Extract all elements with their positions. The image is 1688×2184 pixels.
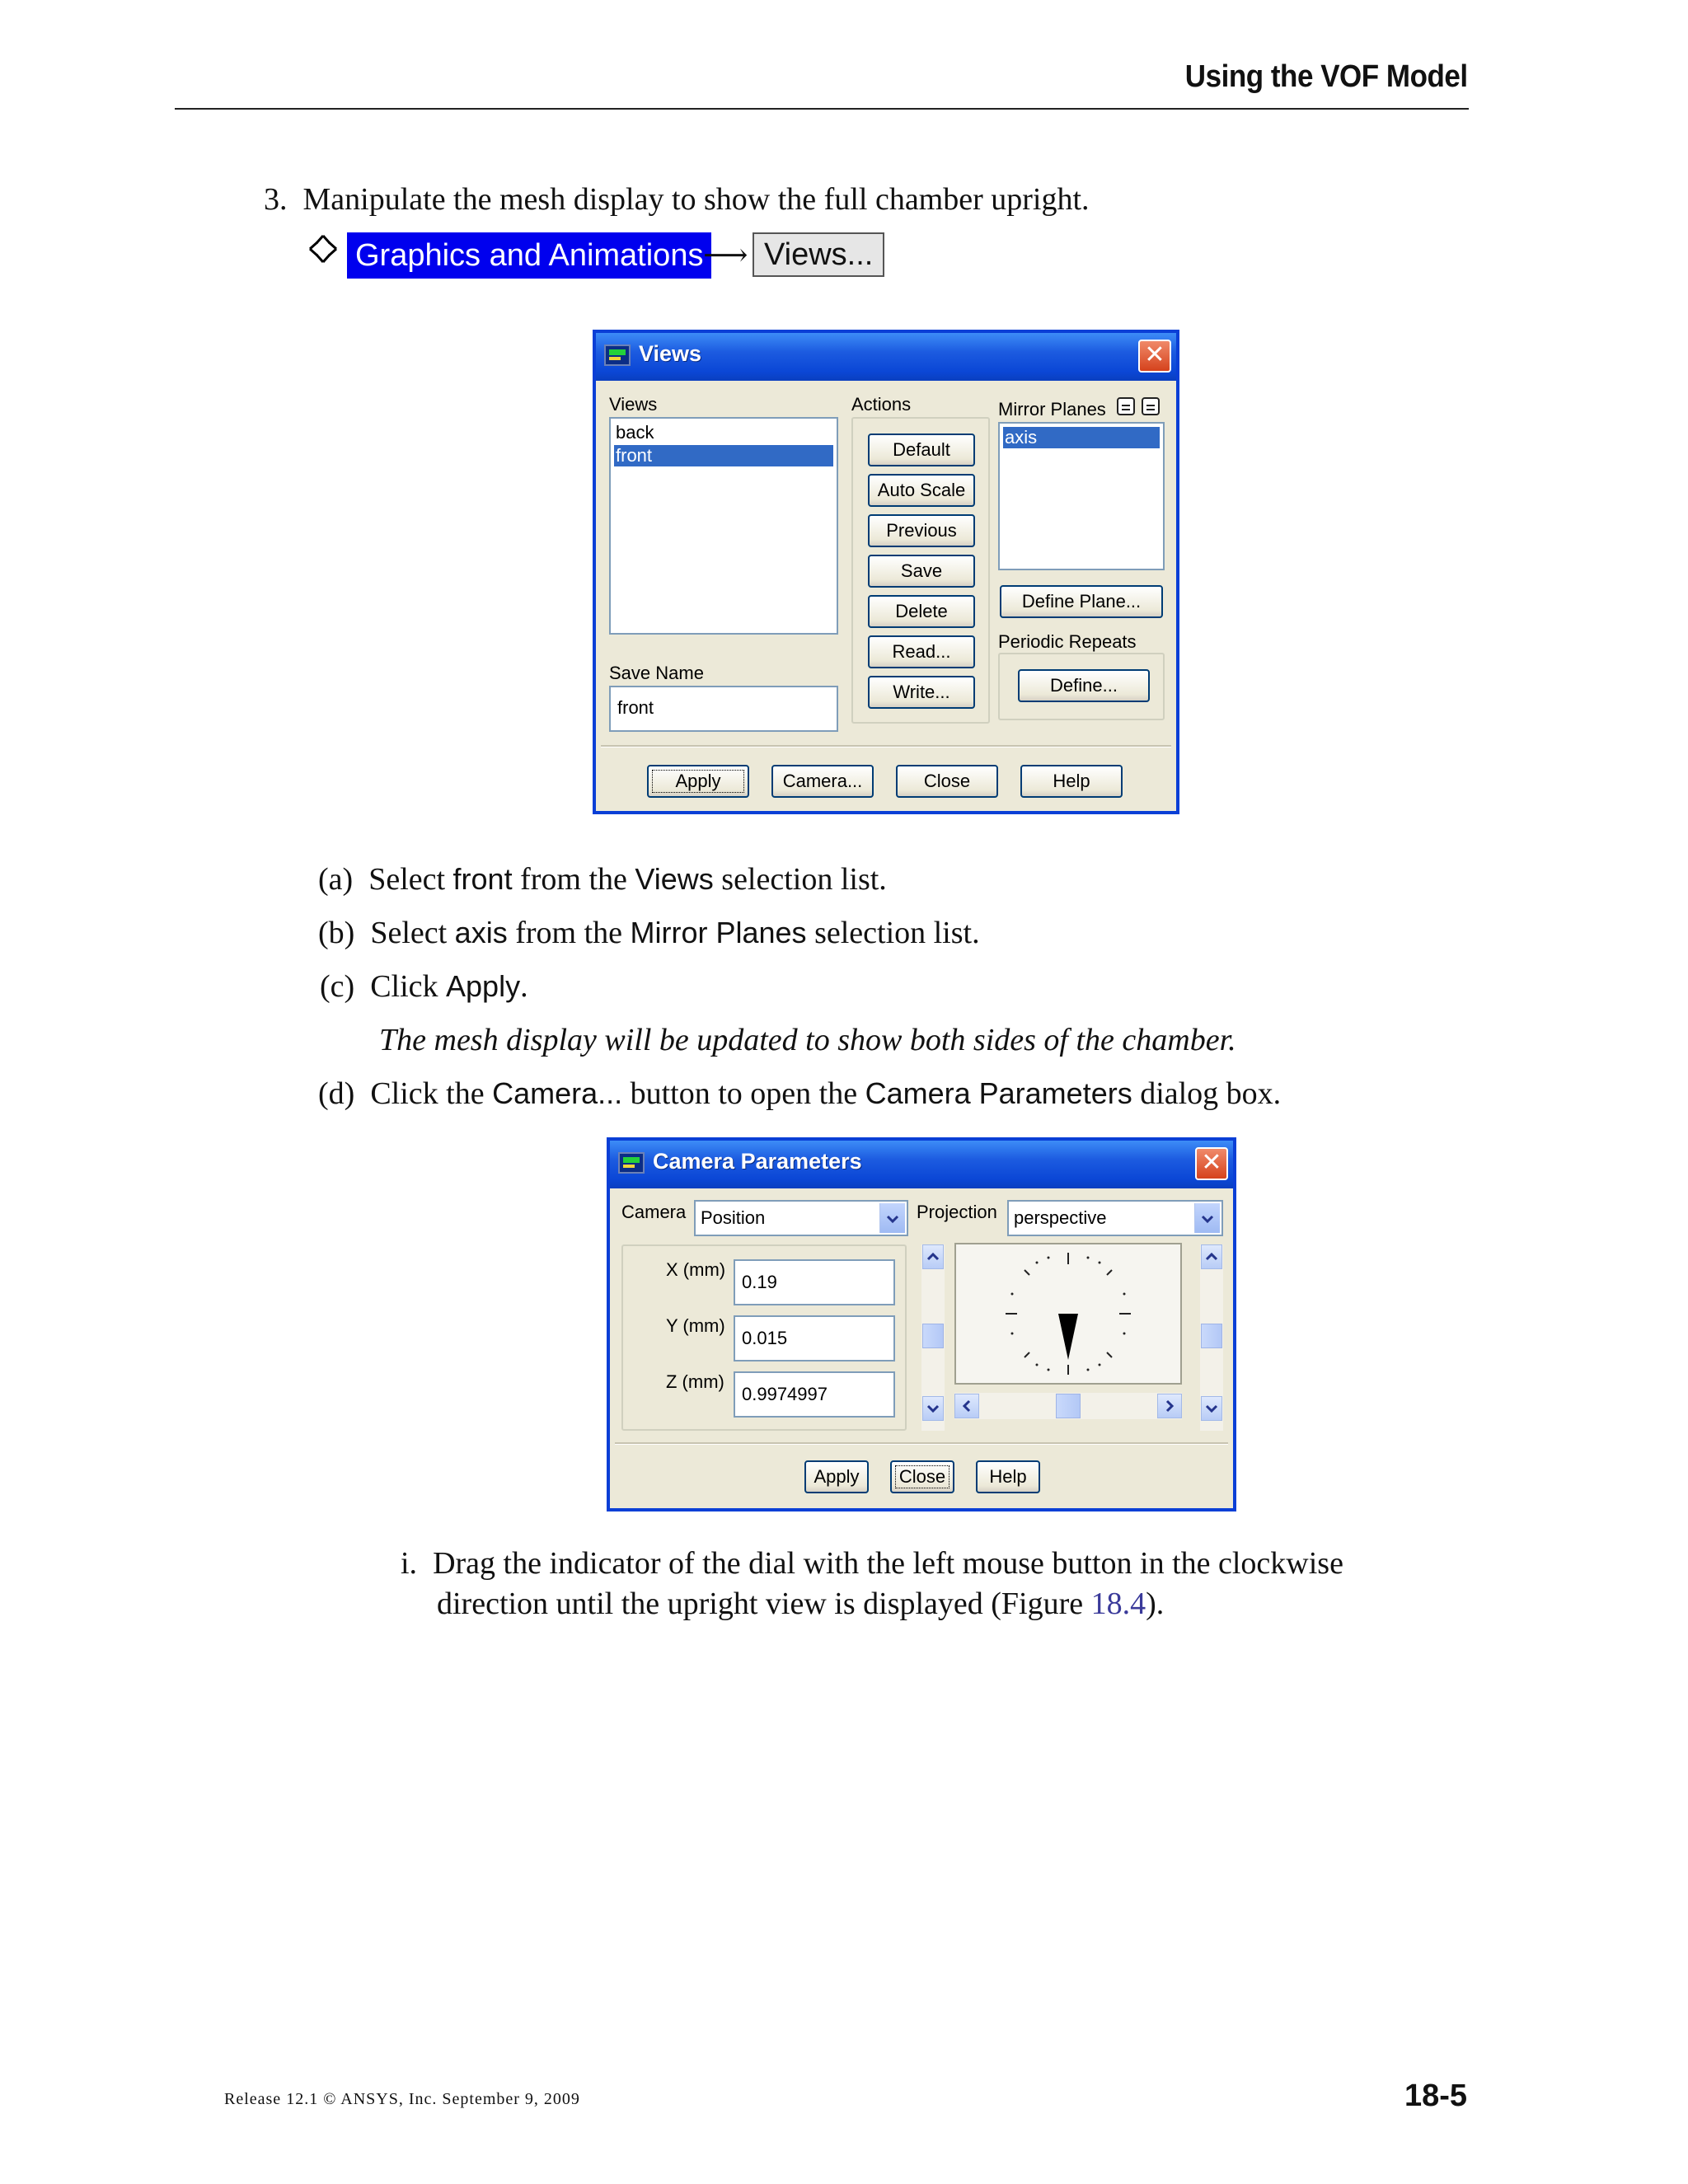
help-button[interactable]: Help — [976, 1460, 1040, 1493]
text: button to open the — [622, 1076, 865, 1111]
projection-select[interactable] — [1007, 1200, 1223, 1236]
substep-i-line1 — [401, 1544, 1343, 1583]
projection-select-value: perspective — [1014, 1207, 1107, 1228]
write-button[interactable]: Write... — [868, 676, 975, 709]
text: Click the — [370, 1076, 493, 1111]
read-button[interactable]: Read... — [868, 635, 975, 668]
ui-term: axis — [454, 916, 508, 949]
scroll-right-icon[interactable] — [1157, 1394, 1182, 1418]
mirror-planes-label: Mirror Planes — [998, 399, 1106, 419]
periodic-repeats-label: Periodic Repeats — [998, 631, 1137, 652]
ui-term: Mirror Planes — [630, 916, 807, 949]
menu-graphics-and-animations[interactable]: Graphics and Animations — [347, 232, 711, 279]
mirror-item-axis[interactable]: axis — [1003, 427, 1160, 448]
text: Select — [368, 862, 453, 897]
camera-button[interactable]: Camera... — [771, 765, 874, 798]
text: direction until the upright view is displayed (Figure — [437, 1586, 1091, 1621]
dial-indicator — [1058, 1314, 1078, 1360]
mirror-planes-list[interactable] — [998, 422, 1165, 570]
help-button[interactable]: Help — [1020, 765, 1123, 798]
ui-term: Camera Parameters — [865, 1076, 1132, 1110]
substep-marker: (d) — [318, 1076, 355, 1111]
x-label: X (mm) — [666, 1259, 726, 1280]
define-button[interactable]: Define... — [1018, 669, 1150, 702]
define-plane-button[interactable]: Define Plane... — [1000, 585, 1163, 618]
ui-term: Camera... — [492, 1076, 623, 1110]
ui-term: Apply — [446, 969, 521, 1003]
projection-label: Projection — [917, 1202, 997, 1222]
header-rule — [175, 108, 1469, 110]
text: Click — [370, 969, 447, 1004]
app-icon — [618, 1152, 645, 1174]
views-list[interactable] — [609, 417, 838, 635]
camera-dial[interactable] — [954, 1243, 1182, 1385]
y-input[interactable]: 0.015 — [734, 1315, 895, 1361]
ui-term: front — [452, 862, 513, 896]
camera-parameters-dialog — [607, 1137, 1236, 1511]
step-3 — [264, 180, 1090, 219]
auto-scale-button[interactable]: Auto Scale — [868, 474, 975, 507]
figure-link[interactable]: 18.4 — [1090, 1586, 1146, 1621]
substep-c-note: The mesh display will be updated to show both sides of the chamber. — [379, 1023, 1236, 1057]
camera-select[interactable] — [694, 1200, 908, 1236]
scroll-up-icon[interactable] — [1201, 1244, 1222, 1269]
apply-button[interactable]: Apply — [647, 765, 749, 798]
menu-arrow: ⟶ — [703, 238, 748, 273]
views-label: Views — [609, 394, 658, 415]
y-label: Y (mm) — [666, 1315, 725, 1336]
step-number: 3. — [264, 182, 288, 217]
running-head: Using the VOF Model — [1185, 59, 1468, 94]
views-item-front[interactable]: front — [614, 445, 833, 466]
scroll-thumb[interactable] — [1201, 1324, 1222, 1348]
substep-marker: (b) — [318, 916, 355, 950]
substep-c — [320, 967, 528, 1006]
apply-button[interactable]: Apply — [804, 1460, 869, 1493]
close-icon[interactable]: ✕ — [1138, 340, 1171, 373]
text: ). — [1146, 1586, 1165, 1621]
text: . — [520, 969, 528, 1004]
camera-titlebar — [610, 1141, 1233, 1188]
menu-views[interactable]: Views... — [753, 232, 884, 277]
default-button[interactable]: Default — [868, 434, 975, 466]
scroll-down-icon[interactable] — [1201, 1396, 1222, 1421]
step-text: Manipulate the mesh display to show the full chamber upright. — [302, 182, 1090, 217]
close-button[interactable]: Close — [896, 765, 998, 798]
move-arrows-icon — [307, 232, 340, 265]
x-input[interactable]: 0.19 — [734, 1259, 895, 1305]
scroll-down-icon[interactable] — [922, 1396, 944, 1421]
deselect-all-icon[interactable] — [1142, 397, 1160, 415]
chevron-down-icon[interactable] — [879, 1203, 905, 1233]
text: selection list. — [806, 916, 980, 950]
camera-label: Camera — [621, 1202, 687, 1222]
previous-button[interactable]: Previous — [868, 514, 975, 547]
text: dialog box. — [1132, 1076, 1282, 1111]
delete-button[interactable]: Delete — [868, 595, 975, 628]
views-dialog — [593, 330, 1179, 814]
substep-marker: (c) — [320, 969, 355, 1004]
substep-a — [318, 860, 887, 899]
z-label: Z (mm) — [666, 1371, 724, 1392]
chevron-down-icon[interactable] — [1194, 1203, 1220, 1233]
camera-title: Camera Parameters — [653, 1149, 862, 1174]
scroll-up-icon[interactable] — [922, 1244, 944, 1269]
text: Drag the indicator of the dial with the left mouse button in the clockwise — [433, 1546, 1343, 1581]
text: from the — [507, 916, 631, 950]
save-name-input[interactable]: front — [609, 686, 838, 732]
ui-term: Views — [635, 862, 714, 896]
close-icon[interactable]: ✕ — [1195, 1147, 1228, 1180]
text: from the — [512, 862, 635, 897]
scroll-thumb[interactable] — [1056, 1394, 1081, 1418]
scroll-thumb[interactable] — [922, 1324, 944, 1348]
substep-i-line2 — [437, 1584, 1164, 1624]
text: selection list. — [713, 862, 887, 897]
camera-select-value: Position — [701, 1207, 766, 1228]
page-number: 18-5 — [1404, 2079, 1467, 2113]
save-name-label: Save Name — [609, 663, 704, 683]
divider — [601, 745, 1171, 747]
footer-release: Release 12.1 © ANSYS, Inc. September 9, 2009 — [224, 2090, 580, 2108]
dial-graphic — [956, 1244, 1180, 1383]
views-item-back[interactable]: back — [616, 422, 654, 443]
substep-d — [318, 1074, 1281, 1113]
z-input[interactable]: 0.9974997 — [734, 1371, 895, 1418]
substep-marker: i. — [401, 1546, 418, 1581]
substep-b — [318, 913, 980, 953]
app-icon — [604, 344, 631, 366]
views-title: Views — [639, 341, 702, 366]
save-button[interactable]: Save — [868, 555, 975, 588]
close-button[interactable]: Close — [890, 1460, 954, 1493]
substep-marker: (a) — [318, 862, 354, 897]
divider — [615, 1442, 1228, 1444]
actions-label: Actions — [851, 394, 912, 415]
text: Select — [370, 916, 455, 950]
scroll-left-icon[interactable] — [954, 1394, 979, 1418]
select-all-icon[interactable] — [1117, 397, 1135, 415]
views-titlebar — [596, 333, 1176, 381]
